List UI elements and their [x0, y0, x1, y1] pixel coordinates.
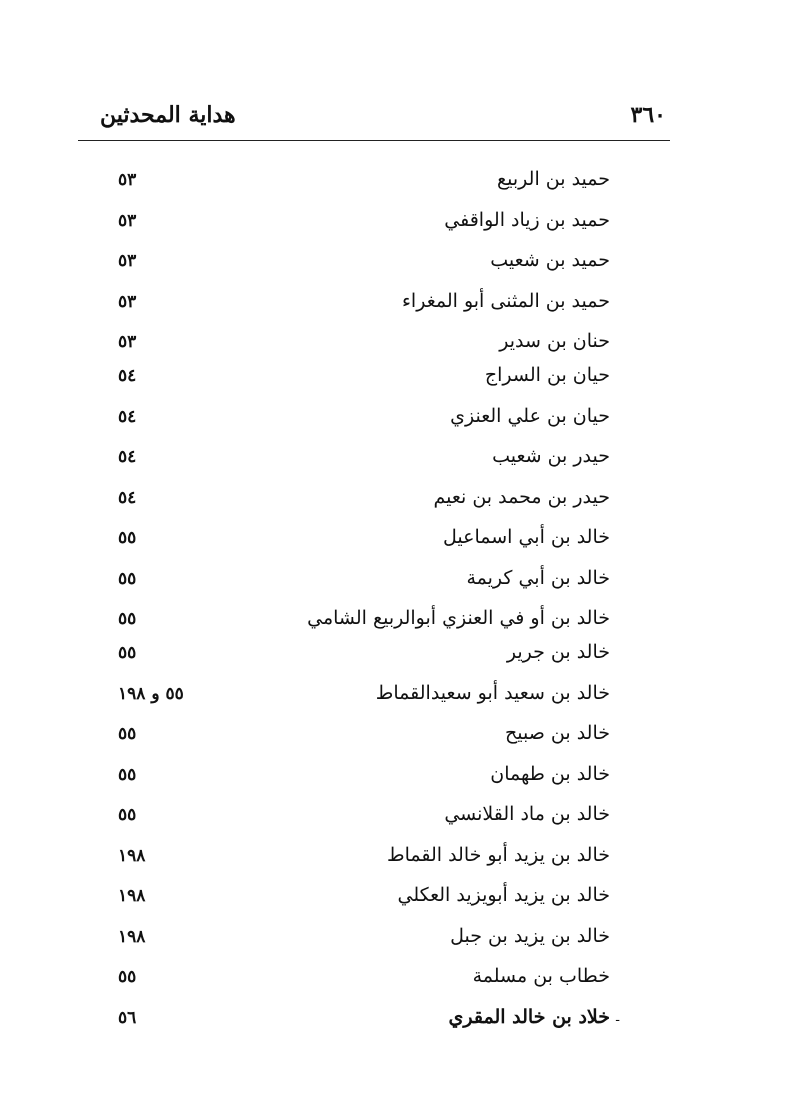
index-entry [110, 362, 610, 403]
index-entry [110, 443, 610, 484]
index-entry [110, 923, 610, 964]
entry-page: ٥٥ [118, 643, 137, 663]
index-entry [110, 403, 610, 444]
entry-name: حيدر بن شعيب [492, 445, 610, 467]
entry-name: خالد بن طهمان [490, 762, 610, 785]
entry-name: خالد بن سعيد أبو سعيدالقماط [375, 681, 610, 704]
book-title: هداية المحدثين [100, 102, 236, 128]
entry-page: ٥٥ و ١٩٨ [118, 683, 184, 704]
entry-name: خالد بن أبي اسماعيل [442, 526, 610, 548]
index-entry [110, 720, 610, 761]
header-rule [78, 140, 670, 141]
entry-page: ٥٣ [118, 251, 137, 271]
entry-name: خالد بن يزيد أبويزيد العكلي [397, 884, 610, 906]
entry-name: خالد بن جرير [506, 641, 610, 663]
index-entry [110, 484, 610, 525]
entry-page: ٥٥ [118, 528, 137, 548]
entry-name: خالد بن ماد القلانسي [444, 803, 610, 825]
index-entry [110, 1004, 620, 1045]
entry-page: ٥٤ [118, 406, 137, 427]
index-entry [110, 247, 610, 288]
index-entry [110, 207, 610, 248]
page-number: ٣٦٠ [630, 102, 666, 128]
entry-page: ٥٤ [118, 366, 137, 386]
entry-page: ٥٤ [118, 447, 137, 467]
entry-name: خلاد بن خالد المقري [448, 1005, 610, 1028]
entry-name: حميد بن المثنى أبو المغراء [402, 289, 610, 312]
entry-name: حيان بن السراج [484, 364, 610, 386]
index-entry [110, 328, 610, 362]
entry-name: حميد بن زياد الواقفي [444, 208, 610, 231]
entry-name: خالد بن صبيح [505, 722, 610, 744]
entry-name: حيدر بن محمد بن نعيم [433, 485, 610, 508]
entry-page: ٥٣ [118, 332, 137, 352]
entry-name: حميد بن شعيب [490, 249, 610, 271]
index-entry [110, 166, 610, 207]
index-entry [110, 963, 610, 1004]
entry-page: ١٩٨ [118, 845, 146, 866]
entry-page: ٥٣ [118, 210, 137, 231]
index-entry [110, 288, 610, 329]
index-entry [110, 565, 610, 606]
entry-page: ٥٣ [118, 170, 137, 190]
index-entry [110, 761, 610, 802]
index-entry [110, 680, 610, 721]
entry-page: ٥٥ [118, 805, 137, 825]
entry-name: خالد بن أو في العنزي أبوالربيع الشامي [307, 607, 610, 629]
index-entry [110, 639, 610, 680]
index-list [110, 166, 620, 1044]
entry-page: ١٩٨ [118, 886, 146, 906]
entry-page: ٥٣ [118, 291, 137, 312]
entry-page: ١٩٨ [118, 926, 146, 947]
page-header [78, 100, 670, 134]
entry-page: ٥٥ [118, 764, 137, 785]
entry-page: ٥٥ [118, 967, 137, 987]
entry-name: خطاب بن مسلمة [472, 965, 610, 987]
entry-page: ٥٥ [118, 568, 137, 589]
index-entry [110, 842, 610, 883]
entry-name: خالد بن أبي كريمة [466, 566, 610, 589]
entry-name: خالد بن يزيد بن جبل [450, 924, 610, 947]
margin-dash: - [615, 1011, 620, 1028]
entry-page: ٥٤ [118, 487, 137, 508]
index-entry [110, 801, 610, 842]
entry-name: حيان بن علي العنزي [450, 404, 610, 427]
index-entry [110, 524, 610, 565]
entry-page: ٥٥ [118, 724, 137, 744]
entry-name: حميد بن الربيع [497, 168, 610, 190]
entry-name: خالد بن يزيد أبو خالد القماط [387, 843, 610, 866]
entry-page: ٥٥ [118, 609, 137, 629]
index-entry [110, 882, 610, 923]
entry-page: ٥٦ [118, 1007, 137, 1028]
entry-name: حنان بن سدير [499, 330, 610, 352]
index-entry [110, 605, 610, 639]
